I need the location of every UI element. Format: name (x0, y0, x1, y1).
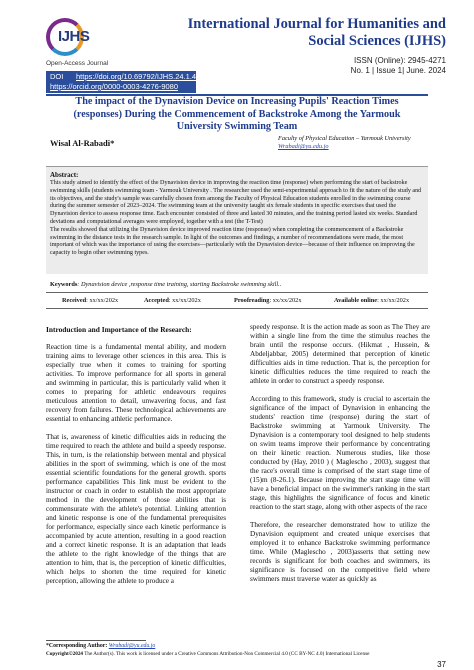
proofreading-date (234, 297, 301, 304)
body-paragraph: Therefore, the researcher demonstrated how to utilize the Dynavision equipment and created unique exercises that employed it to enhance Backstroke swimming performance time. While (Maglescho , 2003)asserts that setting new records is significant for both coaches and swimmers, its significance is focused on the competitive field where swimmers must traverse water as quickly as (250, 521, 430, 583)
proofreading-label: Proofreading (234, 297, 270, 304)
corresponding-author (46, 643, 155, 649)
received-value: : xx/xx/202x (86, 297, 119, 304)
abstract-heading: Abstract: (50, 171, 79, 179)
keywords-label: Keywords (50, 281, 78, 288)
keywords-divider (46, 292, 428, 293)
body-paragraph: According to this framework, study is crucial to ascertain the significance of the impact of Dynavision in enhancing the students' reaction time (response) during the start of Backstroke swimming at Yarmouk University. The Dynavision is a contemporary tool designed to help students on swim teams improve their performance by concentrating on their kinetic reaction. Numerous studies, like those conducted by (Hay, 2010 ) ( Maglescho , 2003), suggest that the race's overall time is comprised of the start stage time of (15)m (8-26.1). Because improving the start stage time will have a beneficial impact on the swimmer's ranking in the start stage, this highlights the significance of focus and kinetic reaction to the start stage, along with other aspects of the race (250, 395, 430, 511)
orcid-link[interactable]: https://orcid.org/0000-0003-4276-9080 (50, 82, 179, 91)
journal-title: International Journal for Humanities and Social Sciences (IJHS) (187, 16, 446, 49)
body-paragraph: That is, awareness of kinetic difficulties aids in reducing the time required to reach the athlete and build a speedy response. This, in turn, is the relationship between mental and physical abilities in the sport of swimming, which is one of the most essential scientific foundations for the general growth. sports performance capabilities This link must be evident to the instructor or coach in order to establish the most appropriate method in the development of those abilities that is commensurate with the athlete's potential. Linking attention and kinetic response is one of the fundamental prerequisites for performance, especially since each kinetic performance is accompanied by acute attention, resulting in a good reaction and a correct kinetic response. It is an adaptation that leads the athlete to the right knowledge of the things that are attention to him, that is, the perception of kinetic difficulties, which helps to shorten the time required for kinetic perception, allowing the athlete to produce a (46, 433, 226, 585)
body-left-column (46, 325, 226, 595)
corresponding-label: *Corresponding Author: (46, 643, 108, 649)
body-paragraph: Reaction time is a fundamental mental ability, and modern training aims to leverage other sciences in this area. This is especially true when it comes to training for sporting activities. To improve performance for all sports in general and swimming in particular, this is particularly valid when it comes to preparing for athletic endeavours requires meticulous attention to detail, unwavering focus, and fast recovery from failures. These technological achievements are essential to enhancing athletic performance. (46, 343, 226, 423)
body-paragraph: speedy response. It is the action made as soon as The They are within a single line from the time the stimulus reaches the brain until the response occurs. (Hikmat , Hussein, & Abdeljabbar, 2005) determined that perception of kinetic difficulties aids in time reduction. That is, the perception for kinetic difficulties reduces the time required to reach the athlete in order to construct a speedy response. (250, 323, 430, 385)
doi-row (50, 72, 196, 81)
received-label: Received (62, 297, 87, 304)
orcid-row (50, 82, 178, 91)
body-right-column (250, 323, 430, 593)
author-affiliation (278, 135, 428, 151)
available-date (334, 297, 409, 304)
accepted-date (144, 297, 201, 304)
paper-title: The impact of the Dynavision Device on Increasing Pupils' Reaction Times (responses) During the Commencement of Backstroke Among the Yarmouk University Swimming Team (73, 96, 401, 132)
available-label: Available online (334, 297, 378, 304)
abstract-paragraph-1: This study aimed to identify the effect of the Dynavision device in improving the reaction time (response) when performing the start of backstroke swimming skills (students swimming team - Yarmouk University . The researcher used the semi-experimental approach to fit the nature of the study and its objectives, and the study's sample was carefully chosen from among the Faculty of Physical Education students enrolled in the swimming course during the summer semester of 2023–2024. The swimming team at the university taught six female students in specific exercises that used the Dynavision device to assess response time. Each encounter consisted of three and lasted 30 minutes, and the training period lasted six weeks. Standard deviations and computational averages were employed, together with a test (the T-Test) (50, 180, 422, 225)
abstract-text (50, 180, 422, 258)
corresponding-email[interactable]: Wrabadi@yu.edu.jo (108, 643, 156, 649)
copyright-text: The Author(s). This work is licensed under a Creative Commons Attribution-Non Commercial 4.0 (CC BY-NC 4.0) International License (83, 651, 370, 657)
available-value: : xx/xx/202x (377, 297, 410, 304)
footnote-rule (46, 640, 146, 641)
keywords (50, 281, 422, 288)
logo-text: IJHS (58, 28, 90, 45)
doi-link[interactable]: https://doi.org/10.69792/IJHS.24.1.4 (76, 72, 197, 81)
author-name: Wisal Al-Rabadi* (50, 138, 115, 148)
accepted-value: : xx/xx/202x (168, 297, 201, 304)
open-access-label: Open-Access Journal (46, 60, 109, 67)
accepted-label: Accepted (144, 297, 169, 304)
issue-info: No. 1 | Issue 1| June. 2024 (350, 66, 446, 75)
proofreading-value: : xx/xx/202x (269, 297, 302, 304)
copyright-label: Copyright©2024 (46, 651, 84, 657)
abstract-paragraph-2: The results showed that utilizing the Dynavision device improved reaction time (response) when completing the commencement of a Backstroke swimming in the distance tests in the research sample. In light of the outcomes and findings, a number of recommendations were made, the most important of which was the importance of using the exercises—particularly with the Dynavision device—because of their influence on improving the capacity to begin other swimming types. (50, 226, 415, 257)
issn: ISSN (Online): 2945-4271 (353, 56, 446, 65)
journal-logo (46, 18, 104, 56)
author-email[interactable]: Wrabadi@yu.edu.jo (278, 143, 329, 150)
section-heading: Introduction and Importance of the Research: (46, 325, 192, 334)
doi-label: DOI (50, 72, 64, 81)
received-date (62, 297, 118, 304)
page-number: 37 (437, 660, 446, 669)
keywords-values: : Dynavision device ,response time training, starting Backstroke swimming skill.. (77, 281, 282, 288)
dates-divider (46, 308, 428, 309)
affiliation-text: Faculty of Physical Education – Yarmouk University (278, 135, 411, 142)
copyright-notice (46, 651, 369, 657)
